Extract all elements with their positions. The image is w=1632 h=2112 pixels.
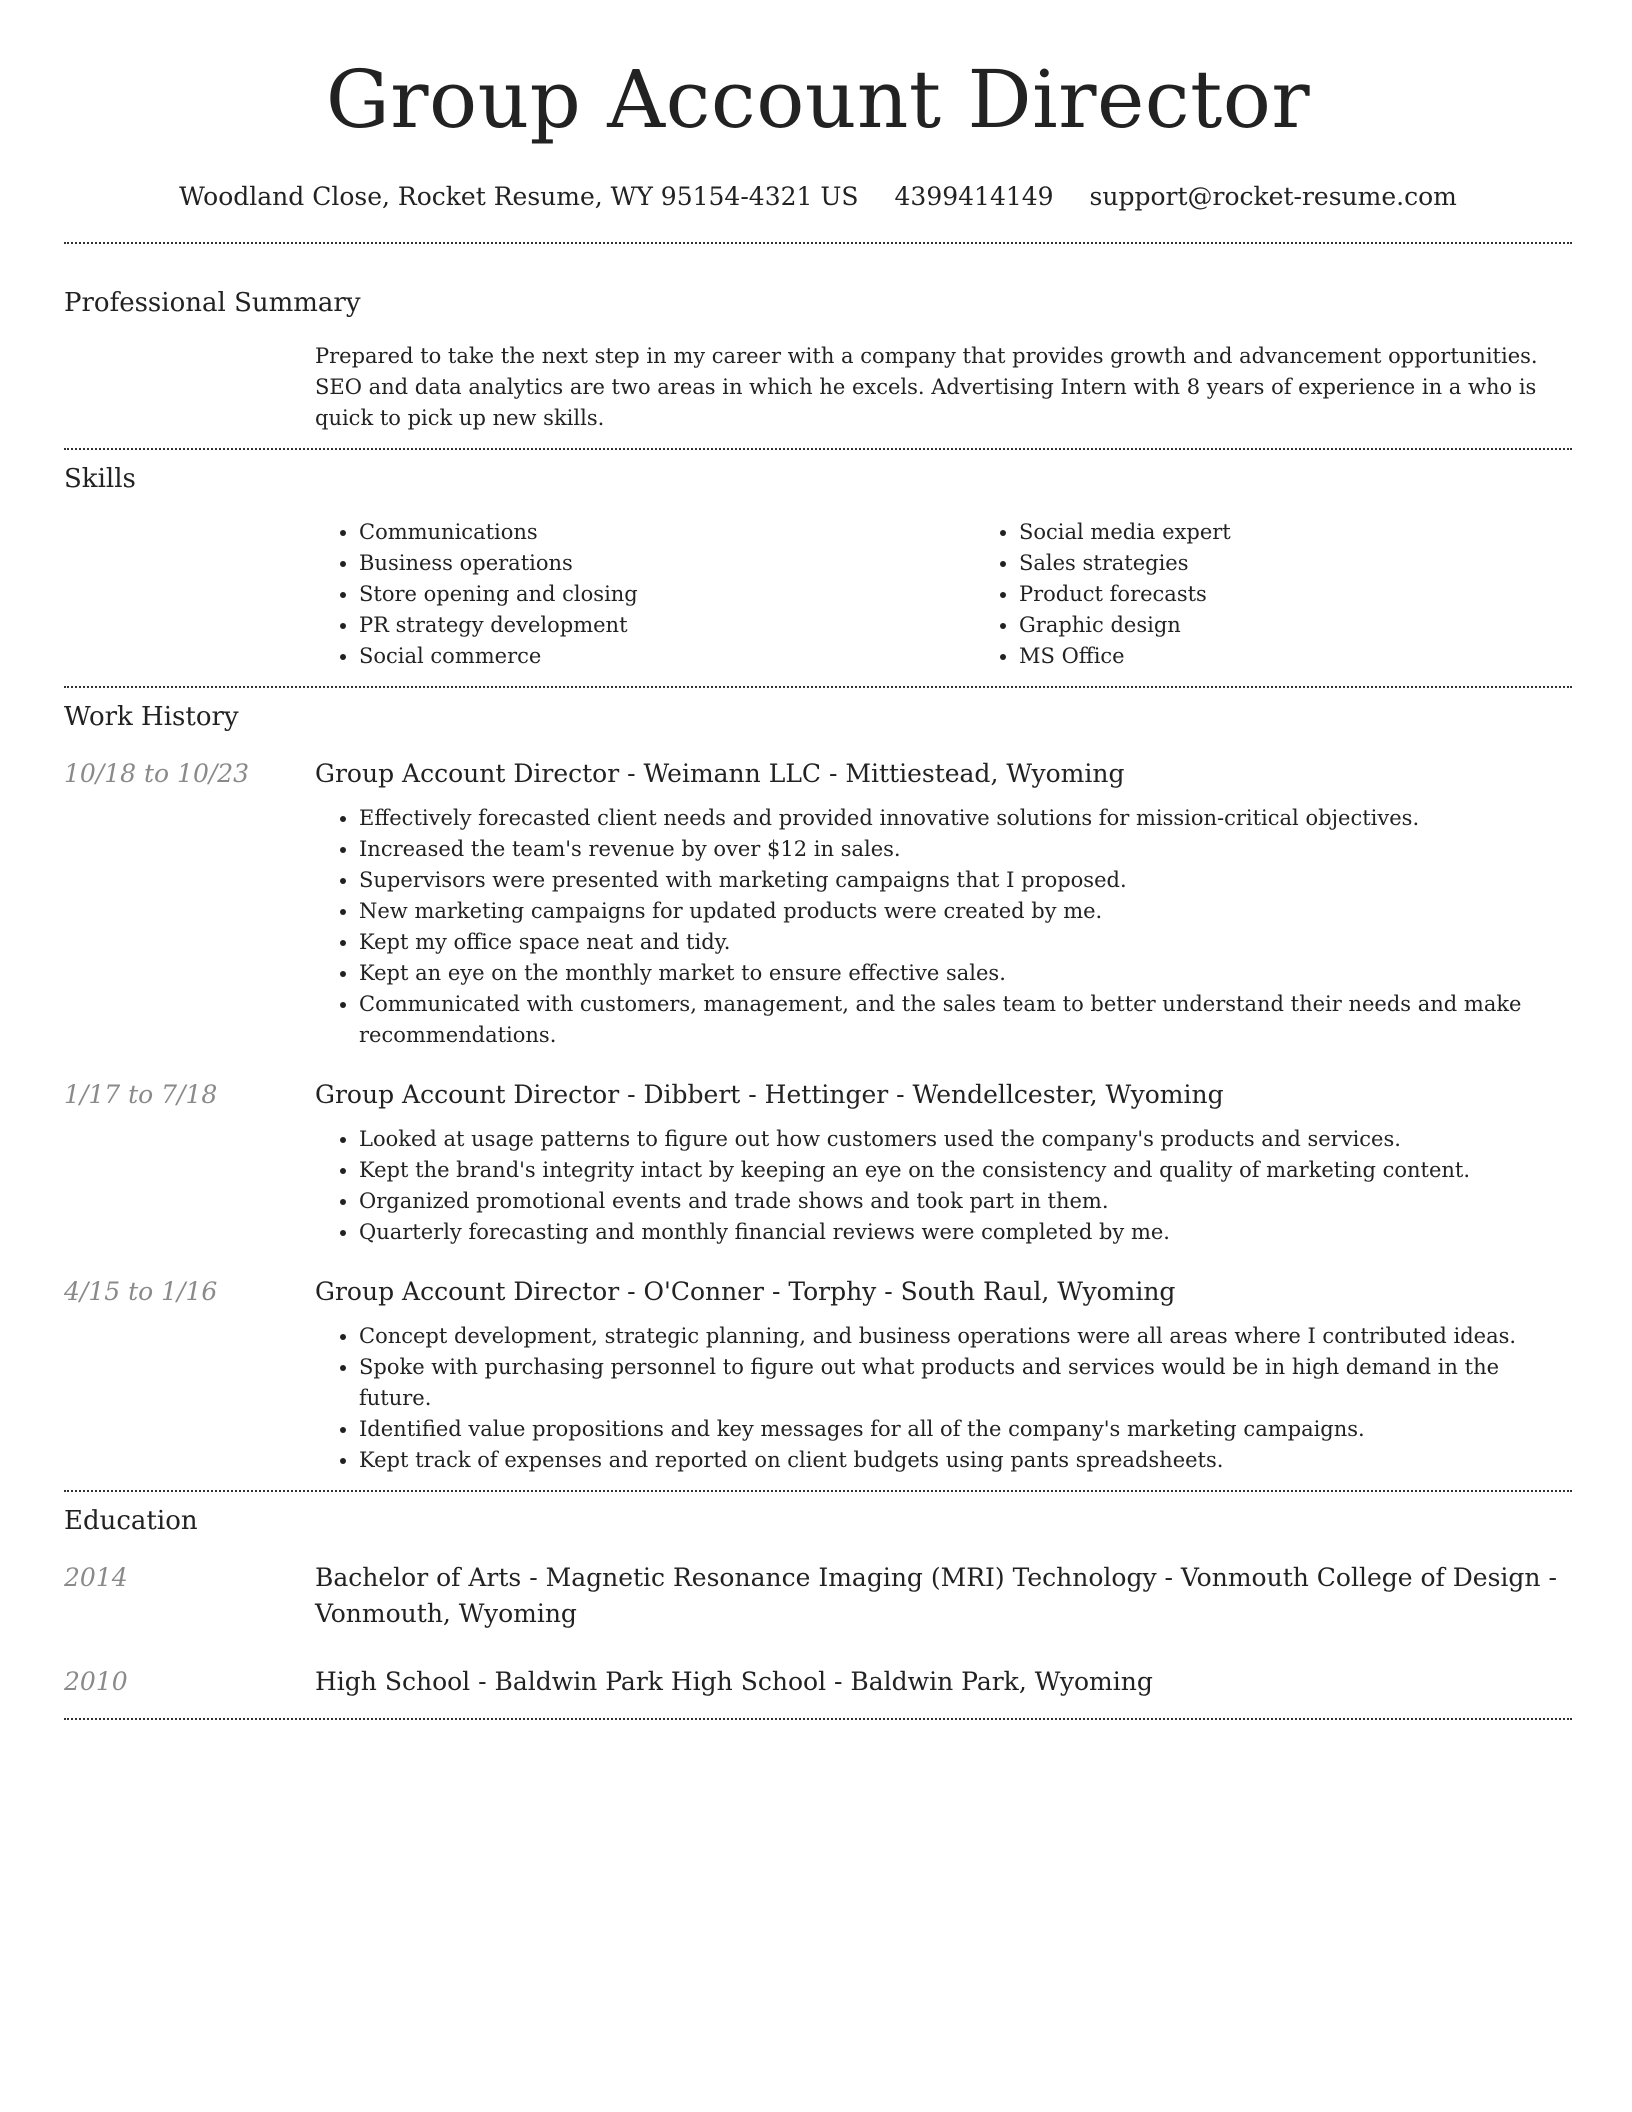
divider xyxy=(64,1718,1572,1720)
work-bullet: • Concept development, strategic planning, and business operations were all areas where I contributed ideas. xyxy=(359,1321,1572,1352)
education-entry xyxy=(64,1664,1572,1700)
section-title-skills: Skills xyxy=(64,464,136,494)
contact-email: support@rocket-resume.com xyxy=(1089,182,1457,211)
work-bullet: • Effectively forecasted client needs and provided innovative solutions for mission-critical objectives. xyxy=(359,803,1572,834)
skill-item: • Product forecasts xyxy=(1019,579,1632,610)
skills-list xyxy=(315,517,1572,672)
work-details xyxy=(315,756,1572,1051)
skills-column-2 xyxy=(975,517,1632,672)
work-date: 4/15 to 1/16 xyxy=(64,1277,218,1306)
work-bullet: • Organized promotional events and trade shows and took part in them. xyxy=(359,1186,1572,1217)
education-entry xyxy=(64,1560,1572,1632)
work-entry xyxy=(64,1274,1572,1476)
work-bullet: • New marketing campaigns for updated products were created by me. xyxy=(359,896,1572,927)
skill-item: • Social commerce xyxy=(359,641,975,672)
work-bullet: • Communicated with customers, management, and the sales team to better understand their needs and make recommendations. xyxy=(359,989,1572,1051)
work-details xyxy=(315,1077,1572,1248)
work-heading: Group Account Director - Dibbert - Hettinger - Wendellcester, Wyoming xyxy=(315,1080,1224,1109)
skills-section xyxy=(64,462,1572,672)
work-bullets xyxy=(315,1321,1572,1476)
education-date: 2010 xyxy=(64,1667,128,1696)
contact-address: Woodland Close, Rocket Resume, WY 95154-4321 US xyxy=(179,182,859,211)
skill-item: • PR strategy development xyxy=(359,610,975,641)
divider xyxy=(64,242,1572,244)
resume-title: Group Account Director xyxy=(325,53,1311,146)
section-title-education: Education xyxy=(64,1506,198,1536)
contact-line xyxy=(64,180,1572,214)
summary-text: Prepared to take the next step in my career with a company that provides growth and advancement opportunities. SEO and data analytics are two areas in which he excels. Advertising Intern with 8 years of experience in a who is quick to pick up new skills. xyxy=(315,344,1538,430)
skill-item: • Graphic design xyxy=(1019,610,1632,641)
skill-item: • Store opening and closing xyxy=(359,579,975,610)
work-heading: Group Account Director - Weimann LLC - Mittiestead, Wyoming xyxy=(315,759,1125,788)
work-date: 1/17 to 7/18 xyxy=(64,1080,218,1109)
work-bullet: • Spoke with purchasing personnel to figure out what products and services would be in high demand in the future. xyxy=(359,1352,1572,1414)
work-details xyxy=(315,1274,1572,1476)
divider xyxy=(64,1490,1572,1492)
work-bullets xyxy=(315,1124,1572,1248)
skill-item: • Business operations xyxy=(359,548,975,579)
education-section xyxy=(64,1504,1572,1700)
divider xyxy=(64,448,1572,450)
work-bullet: • Kept track of expenses and reported on client budgets using pants spreadsheets. xyxy=(359,1445,1572,1476)
section-title-work: Work History xyxy=(64,702,239,732)
work-bullet: • Kept the brand's integrity intact by keeping an eye on the consistency and quality of marketing content. xyxy=(359,1155,1572,1186)
skill-item: • MS Office xyxy=(1019,641,1632,672)
work-bullet: • Supervisors were presented with marketing campaigns that I proposed. xyxy=(359,865,1572,896)
work-date: 10/18 to 10/23 xyxy=(64,759,250,788)
work-bullet: • Looked at usage patterns to figure out how customers used the company's products and services. xyxy=(359,1124,1572,1155)
contact-phone: 4399414149 xyxy=(894,182,1054,211)
work-entry xyxy=(64,756,1572,1051)
divider xyxy=(64,686,1572,688)
work-section xyxy=(64,700,1572,1476)
work-bullets xyxy=(315,803,1572,1051)
skills-column-1 xyxy=(315,517,975,672)
summary-section xyxy=(64,286,1572,434)
resume-page xyxy=(64,0,1572,1720)
work-bullet: • Kept my office space neat and tidy. xyxy=(359,927,1572,958)
education-date: 2014 xyxy=(64,1563,128,1592)
work-bullet: • Increased the team's revenue by over $12 in sales. xyxy=(359,834,1572,865)
work-heading: Group Account Director - O'Conner - Torphy - South Raul, Wyoming xyxy=(315,1277,1176,1306)
work-bullet: • Kept an eye on the monthly market to ensure effective sales. xyxy=(359,958,1572,989)
skill-item: • Communications xyxy=(359,517,975,548)
education-heading: High School - Baldwin Park High School - Baldwin Park, Wyoming xyxy=(315,1667,1153,1696)
education-heading: Bachelor of Arts - Magnetic Resonance Imaging (MRI) Technology - Vonmouth College of Design - Vonmouth, Wyoming xyxy=(315,1563,1557,1628)
work-bullet: • Quarterly forecasting and monthly financial reviews were completed by me. xyxy=(359,1217,1572,1248)
work-entry xyxy=(64,1077,1572,1248)
skill-item: • Social media expert xyxy=(1019,517,1632,548)
section-title-summary: Professional Summary xyxy=(64,288,361,318)
skill-item: • Sales strategies xyxy=(1019,548,1632,579)
work-bullet: • Identified value propositions and key messages for all of the company's marketing campaigns. xyxy=(359,1414,1572,1445)
